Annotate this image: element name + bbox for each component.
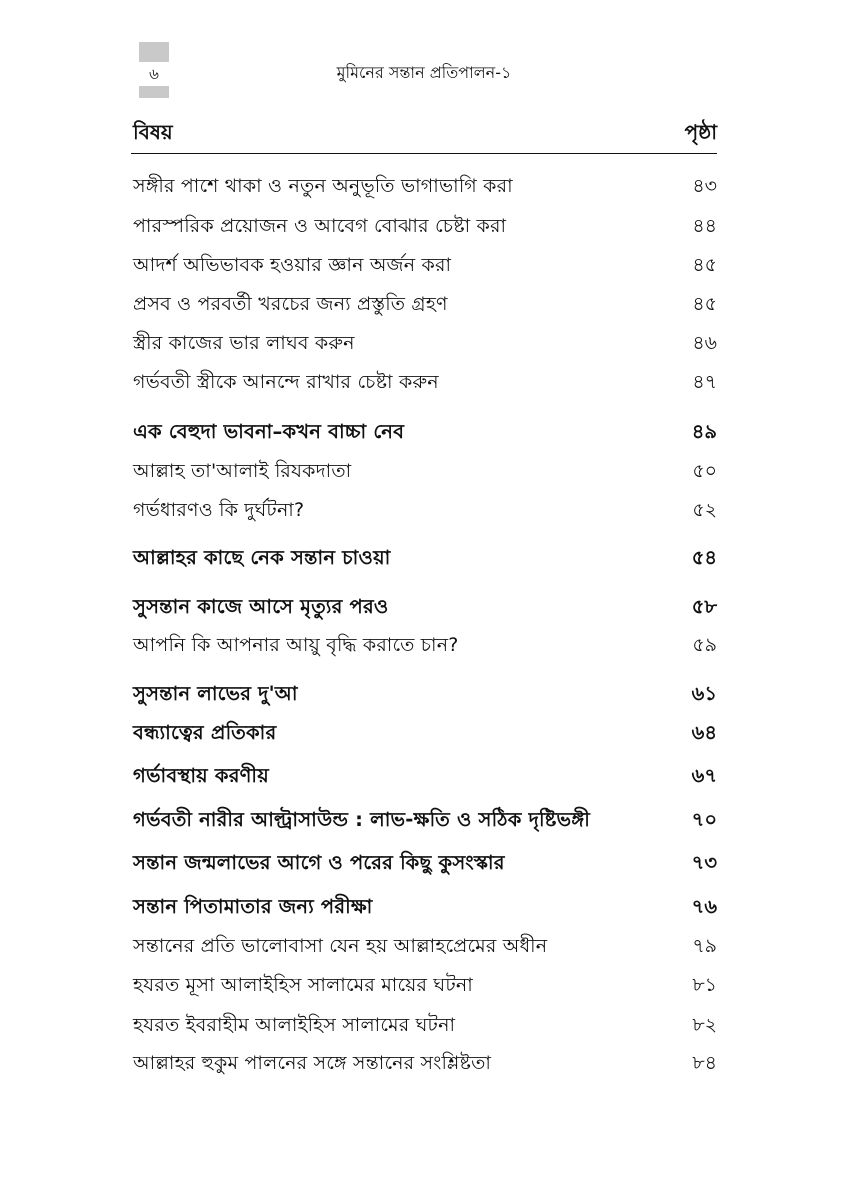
toc-entry-page: ৪৪: [692, 215, 717, 237]
toc-list: [131, 0, 717, 1200]
toc-entry-title: এক বেহুদা ভাবনা–কখন বাচ্চা নেব: [133, 420, 405, 443]
toc-entry-page: ৫৪: [691, 546, 717, 569]
toc-entry-page: ৫৯: [692, 634, 717, 656]
toc-entry-page: ৫০: [692, 460, 717, 482]
toc-entry-page: ৭৬: [691, 895, 717, 918]
toc-entry: [131, 679, 717, 711]
toc-entry-title: গর্ভবতী নারীর আল্ট্রাসাউন্ড : লাভ-ক্ষতি ও সঠিক দৃষ্টিভঙ্গী: [133, 808, 590, 831]
toc-entry-page: ৮১: [692, 974, 717, 996]
toc-entry-title: গর্ভধারণও কি দুর্ঘটনা?: [133, 499, 305, 521]
toc-entry-page: ৬৪: [691, 721, 717, 744]
toc-entry: [131, 761, 717, 793]
toc-entry-title: আল্লাহর কাছে নেক সন্তান চাওয়া: [133, 546, 391, 569]
toc-entry: [131, 970, 717, 1002]
toc-entry: [131, 718, 717, 750]
toc-entry-page: ৫৮: [691, 595, 717, 618]
toc-entry: [131, 805, 717, 837]
toc-entry-page: ৬১: [691, 682, 717, 705]
toc-entry-page: ৪৫: [692, 254, 717, 276]
toc-entry: [131, 931, 717, 963]
toc-entry: [131, 328, 717, 360]
toc-entry-title: হযরত ইবরাহীম আলাইহিস সালামের ঘটনা: [133, 1014, 456, 1036]
toc-entry-title: আল্লাহ তা'আলাই রিযকদাতা: [133, 460, 352, 482]
toc-entry: [131, 417, 717, 449]
toc-entry-page: ৪৫: [692, 293, 717, 315]
toc-entry: [131, 495, 717, 527]
toc-entry: [131, 171, 717, 203]
toc-entry-title: গর্ভাবস্থায় করণীয়: [133, 764, 269, 787]
toc-entry: [131, 848, 717, 880]
toc-entry-title: সুসন্তান লাভের দু'আ: [133, 682, 298, 705]
toc-entry-title: সন্তানের প্রতি ভালোবাসা যেন হয় আল্লাহপ্রেমের অধীন: [133, 935, 548, 957]
toc-entry-page: ৭৩: [691, 851, 717, 874]
toc-entry: [131, 630, 717, 662]
page-number: ৬: [149, 65, 159, 83]
toc-entry-title: সুসন্তান কাজে আসে মৃত্যুর পরও: [133, 595, 389, 618]
toc-entry-title: প্রসব ও পরবর্তী খরচের জন্য প্রস্তুতি গ্রহণ: [133, 293, 448, 315]
toc-entry: [131, 1048, 717, 1080]
toc-entry-page: ৭৯: [692, 935, 717, 957]
toc-entry-page: ৬৭: [691, 764, 717, 787]
toc-entry: [131, 1010, 717, 1042]
toc-entry: [131, 456, 717, 488]
toc-entry-title: আদর্শ অভিভাবক হওয়ার জ্ঞান অর্জন করা: [133, 254, 452, 276]
toc-entry-title: বন্ধ্যাত্বের প্রতিকার: [133, 721, 277, 744]
toc-entry-title: সন্তান জন্মলাভের আগে ও পরের কিছু কুসংস্কার: [133, 851, 505, 874]
toc-entry-title: গর্ভবতী স্ত্রীকে আনন্দে রাখার চেষ্টা করুন: [133, 371, 439, 393]
toc-entry-page: ৪৬: [692, 332, 717, 354]
toc-entry-title: স্ত্রীর কাজের ভার লাঘব করুন: [133, 332, 355, 354]
toc-entry-title: আল্লাহর হুকুম পালনের সঙ্গে সন্তানের সংশ্লিষ্টতা: [133, 1052, 492, 1074]
toc-entry: [131, 211, 717, 243]
running-title: মুমিনের সন্তান প্রতিপালন-১: [336, 63, 512, 82]
toc-entry: [131, 543, 717, 575]
toc-column-page: পৃষ্ঠা: [684, 120, 717, 144]
toc-entry-title: পারস্পরিক প্রয়োজন ও আবেগ বোঝার চেষ্টা করা: [133, 215, 507, 237]
toc-column-topic: বিষয়: [133, 120, 173, 144]
toc-entry-page: ৮২: [692, 1014, 717, 1036]
toc-entry: [131, 289, 717, 321]
toc-entry: [131, 250, 717, 282]
toc-entry-title: আপনি কি আপনার আয়ু বৃদ্ধি করাতে চান?: [133, 634, 459, 656]
toc-entry-page: ৮৪: [692, 1052, 717, 1074]
toc-entry: [131, 592, 717, 624]
toc-entry: [131, 367, 717, 399]
toc-entry: [131, 892, 717, 924]
toc-entry-page: ৫২: [692, 499, 717, 521]
toc-entry-page: ৪৯: [691, 420, 717, 443]
toc-entry-title: হযরত মূসা আলাইহিস সালামের মায়ের ঘটনা: [133, 974, 473, 996]
toc-entry-page: ৭০: [691, 808, 717, 831]
toc-entry-page: ৪৭: [692, 371, 717, 393]
toc-entry-title: সঙ্গীর পাশে থাকা ও নতুন অনুভূতি ভাগাভাগি করা: [133, 175, 513, 197]
toc-entry-title: সন্তান পিতামাতার জন্য পরীক্ষা: [133, 895, 373, 918]
toc-entry-page: ৪৩: [692, 175, 717, 197]
